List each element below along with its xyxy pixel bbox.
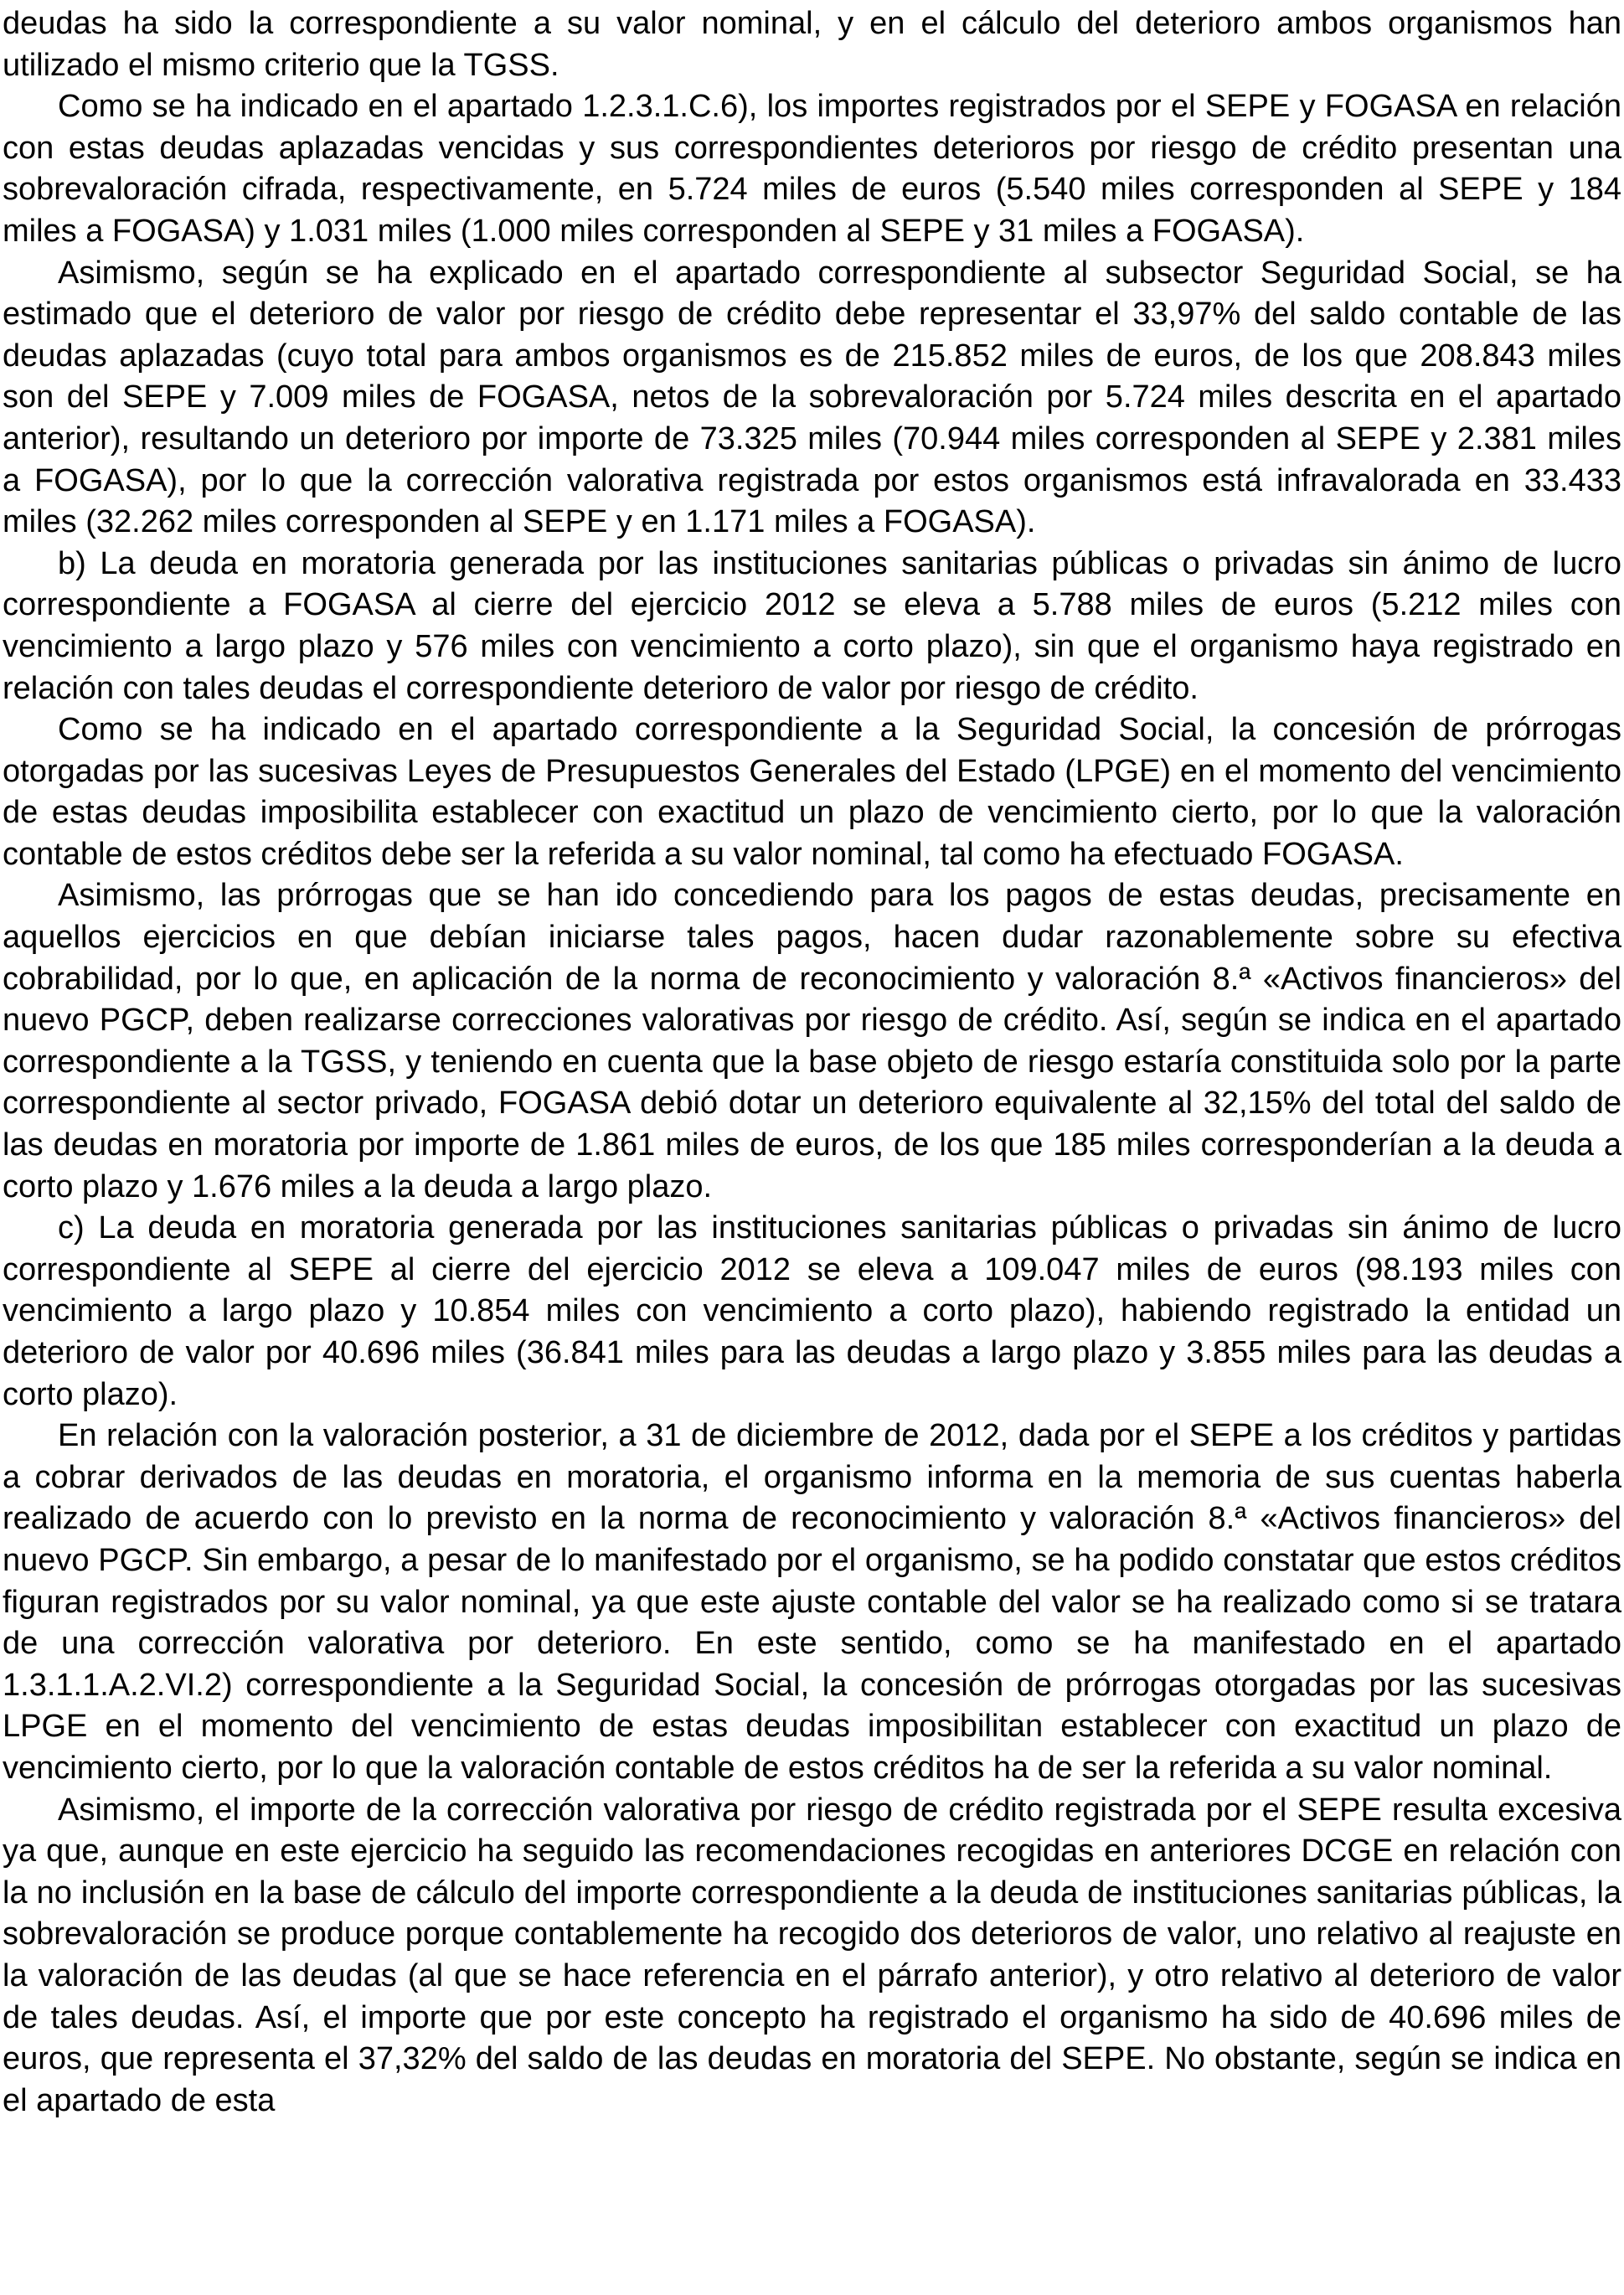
paragraph: En relación con la valoración posterior, a 31 de diciembre de 2012, dada por el SEPE a los créditos y partidas a cobrar derivados de las deudas en moratoria, el organismo informa en la memoria de sus cuentas haberla realizado de acuerdo con lo previsto en la norma de reconocimiento y valoración 8.ª «Activos financieros» del nuevo PGCP. Sin embargo, a pesar de lo manifestado por el organismo, se ha podido constatar que estos créditos figuran registrados por su valor nominal, ya que este ajuste contable del valor se ha realizado como si se tratara de una corrección valorativa por deterioro. En este sentido, como se ha manifestado en el apartado 1.3.1.1.A.2.VI.2) correspondiente a la Seguridad Social, la concesión de prórrogas otorgadas por las sucesivas LPGE en el momento del vencimiento de estas deudas imposibilitan establecer con exactitud un plazo de vencimiento cierto, por lo que la valoración contable de estos créditos ha de ser la referida a su valor nominal. <box>3 1418 1621 1786</box>
paragraph: Como se ha indicado en el apartado correspondiente a la Seguridad Social, la concesión de prórrogas otorgadas por las sucesivas Leyes de Presupuestos Generales del Estado (LPGE) en el momento del vencimiento de estas deudas imposibilita establecer con exactitud un plazo de vencimiento cierto, por lo que la valoración contable de estos créditos debe ser la referida a su valor nominal, tal como ha efectuado FOGASA. <box>3 712 1621 872</box>
paragraph: Asimismo, el importe de la corrección valorativa por riesgo de crédito registrada por el SEPE resulta excesiva ya que, aunque en este ejercicio ha seguido las recomendaciones recogidas en anteriores DCGE en relación con la no inclusión en la base de cálculo del importe correspondiente a la deuda de instituciones sanitarias públicas, la sobrevaloración se produce porque contablemente ha recogido dos deterioros de valor, uno relativo al reajuste en la valoración de las deudas (al que se hace referencia en el párrafo anterior), y otro relativo al deterioro de valor de tales deudas. Así, el importe que por este concepto ha registrado el organismo ha sido de 40.696 miles de euros, que representa el 37,32% del saldo de las deudas en moratoria del SEPE. No obstante, según se indica en el apartado de esta <box>3 1792 1621 2118</box>
paragraph: Como se ha indicado en el apartado 1.2.3.1.C.6), los importes registrados por el SEPE y FOGASA en relación con estas deudas aplazadas vencidas y sus correspondientes deterioros por riesgo de crédito presentan una sobrevaloración cifrada, respectivamente, en 5.724 miles de euros (5.540 miles corresponden al SEPE y 184 miles a FOGASA) y 1.031 miles (1.000 miles corresponden al SEPE y 31 miles a FOGASA). <box>3 89 1621 249</box>
paragraph-item-c: c) La deuda en moratoria generada por las instituciones sanitarias públicas o privadas sin ánimo de lucro correspondiente al SEPE al cierre del ejercicio 2012 se eleva a 109.047 miles de euros (98.193 miles con vencimiento a largo plazo y 10.854 miles con vencimiento a corto plazo), habiendo registrado la entidad un deterioro de valor por 40.696 miles (36.841 miles para las deudas a largo plazo y 3.855 miles para las deudas a corto plazo). <box>3 1210 1621 1412</box>
paragraph: deudas ha sido la correspondiente a su valor nominal, y en el cálculo del deterioro ambos organismos han utilizado el mismo criterio que la TGSS. <box>3 6 1621 83</box>
paragraph-item-b: b) La deuda en moratoria generada por las instituciones sanitarias públicas o privadas sin ánimo de lucro correspondiente a FOGASA al cierre del ejercicio 2012 se eleva a 5.788 miles de euros (5.212 miles con vencimiento a largo plazo y 576 miles con vencimiento a corto plazo), sin que el organismo haya registrado en relación con tales deudas el correspondiente deterioro de valor por riesgo de crédito. <box>3 545 1621 706</box>
paragraph: Asimismo, las prórrogas que se han ido concediendo para los pagos de estas deudas, precisamente en aquellos ejercicios en que debían iniciarse tales pagos, hacen dudar razonablemente sobre su efectiva cobrabilidad, por lo que, en aplicación de la norma de reconocimiento y valoración 8.ª «Activos financieros» del nuevo PGCP, deben realizarse correcciones valorativas por riesgo de crédito. Así, según se indica en el apartado correspondiente a la TGSS, y teniendo en cuenta que la base objeto de riesgo estaría constituida solo por la parte correspondiente al sector privado, FOGASA debió dotar un deterioro equivalente al 32,15% del total del saldo de las deudas en moratoria por importe de 1.861 miles de euros, de los que 185 miles corresponderían a la deuda a corto plazo y 1.676 miles a la deuda a largo plazo. <box>3 878 1621 1204</box>
paragraph: Asimismo, según se ha explicado en el apartado correspondiente al subsector Seguridad Social, se ha estimado que el deterioro de valor por riesgo de crédito debe representar el 33,97% del saldo contable de las deudas aplazadas (cuyo total para ambos organismos es de 215.852 miles de euros, de los que 208.843 miles son del SEPE y 7.009 miles de FOGASA, netos de la sobrevaloración por 5.724 miles descrita en el apartado anterior), resultando un deterioro por importe de 73.325 miles (70.944 miles corresponden al SEPE y 2.381 miles a FOGASA), por lo que la corrección valorativa registrada por estos organismos está infravalorada en 33.433 miles (32.262 miles corresponden al SEPE y en 1.171 miles a FOGASA). <box>3 255 1621 540</box>
